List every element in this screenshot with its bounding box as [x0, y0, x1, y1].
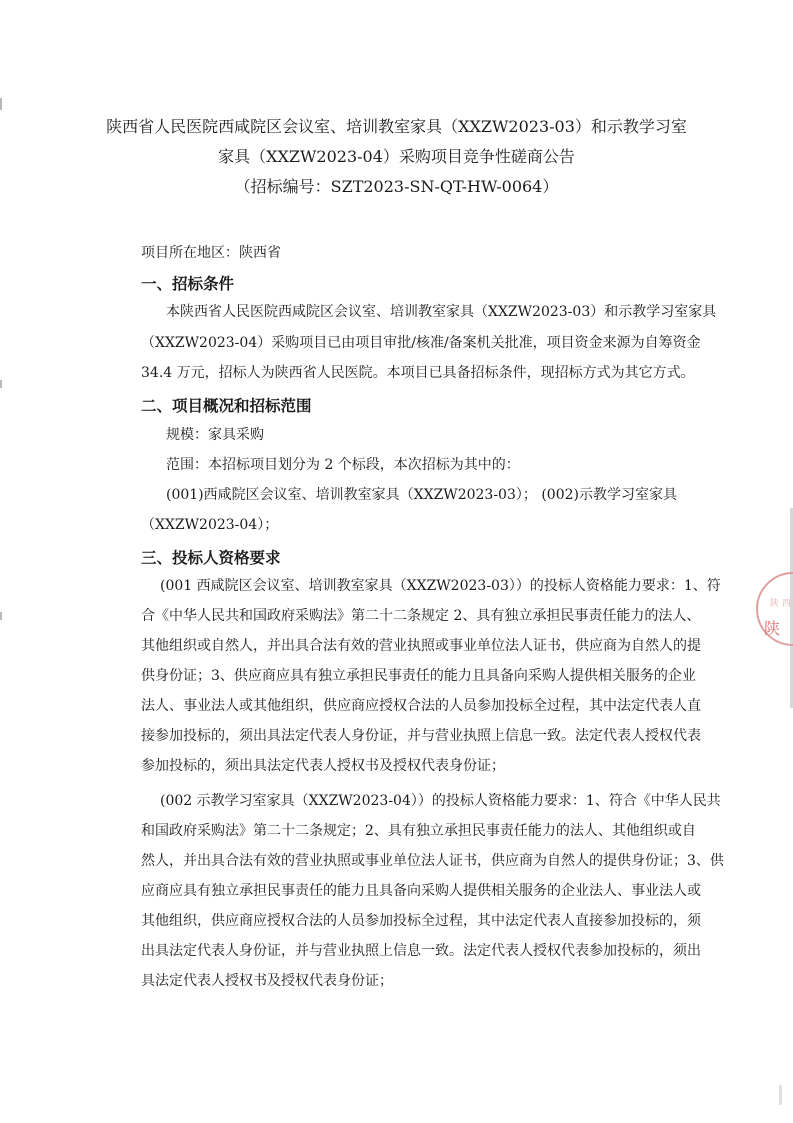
scan-edge-mark: [779, 1085, 782, 1105]
scan-edge-mark: [0, 612, 2, 620]
project-lots: (001)西咸院区会议室、培训教室家具（XXZW2023-03）； (002)示教学习室家具: [166, 487, 677, 503]
qualification-002-line: 其他组织，供应商应授权合法的人员参加投标全过程，其中法定代表人直接参加投标的，须: [141, 913, 701, 929]
qualification-001-line: 法人、事业法人或其他组织，供应商应授权合法的人员参加投标全过程，其中法定代表人直: [141, 698, 701, 714]
project-scale: 规模：家具采购: [166, 427, 264, 443]
section-3-heading: 三、投标人资格要求: [141, 548, 281, 567]
scan-edge-mark: [0, 380, 2, 388]
qualification-002-line: 应商应具有独立承担民事责任的能力且具备向采购人提供相关服务的企业法人、事业法人或: [141, 883, 701, 899]
section-2-heading: 二、项目概况和招标范围: [141, 396, 312, 415]
scan-edge-mark: [0, 98, 2, 110]
project-lots: （XXZW2023-04）；: [141, 517, 279, 533]
qualification-002-line: 出具法定代表人身份证，并与营业执照上信息一致。法定代表人授权代表参加投标的，须出: [141, 943, 701, 959]
qualification-001-line: 参加投标的，须出具法定代表人授权书及授权代表身份证；: [141, 758, 505, 774]
qualification-002-line: (002 示教学习室家具（XXZW2023-04））的投标人资格能力要求：1、符合《中华人民共: [160, 793, 721, 809]
qualification-002-line: 和国政府采购法》第二十二条规定；2、具有独立承担民事责任能力的法人、其他组织或自: [141, 823, 696, 839]
title-line-1: 陕西省人民医院西咸院区会议室、培训教室家具（XXZW2023-03）和示教学习室: [106, 117, 687, 136]
section-1-line: 34.4 万元，招标人为陕西省人民医院。本项目已具备招标条件，现招标方式为其它方式。: [141, 365, 695, 381]
title-line-2: 家具（XXZW2023-04）采购项目竞争性磋商公告: [218, 147, 575, 166]
section-1-line: 本陕西省人民医院西咸院区会议室、培训教室家具（XXZW2023-03）和示教学习室家具: [166, 304, 717, 320]
seal-text: 陕: [764, 619, 781, 638]
qualification-002-line: 然人，并出具合法有效的营业执照或事业单位法人证书，供应商为自然人的提供身份证；3、供: [141, 853, 724, 869]
document-title: [100, 112, 693, 202]
title-line-3: （招标编号：SZT2023-SN-QT-HW-0064）: [234, 177, 559, 196]
project-region: 项目所在地区：陕西省: [141, 245, 281, 261]
qualification-001-line: (001 西咸院区会议室、培训教室家具（XXZW2023-03））的投标人资格能力要求：1、符: [160, 578, 721, 594]
qualification-001-line: 合《中华人民共和国政府采购法》第二十二条规定 2、具有独立承担民事责任能力的法人、: [141, 608, 701, 624]
qualification-001-line: 接参加投标的，须出具法定代表人身份证，并与营业执照上信息一致。法定代表人授权代表: [141, 728, 701, 744]
qualification-001-line: 供身份证；3、供应商应具有独立承担民事责任的能力且具备向采购人提供相关服务的企业: [141, 668, 696, 684]
section-1-line: （XXZW2023-04）采购项目已由项目审批/核准/备案机关批准，项目资金来源为自筹资金: [141, 335, 701, 351]
qualification-002-line: 具法定代表人授权书及授权代表身份证；: [141, 973, 393, 989]
qualification-001-line: 其他组织或自然人，并出具合法有效的营业执照或事业单位法人证书，供应商为自然人的提: [141, 638, 701, 654]
seal-arc-text: 陕 西: [770, 599, 791, 609]
section-1-heading: 一、招标条件: [141, 274, 235, 293]
project-scope: 范围：本招标项目划分为 2 个标段，本次招标为其中的：: [166, 457, 520, 473]
